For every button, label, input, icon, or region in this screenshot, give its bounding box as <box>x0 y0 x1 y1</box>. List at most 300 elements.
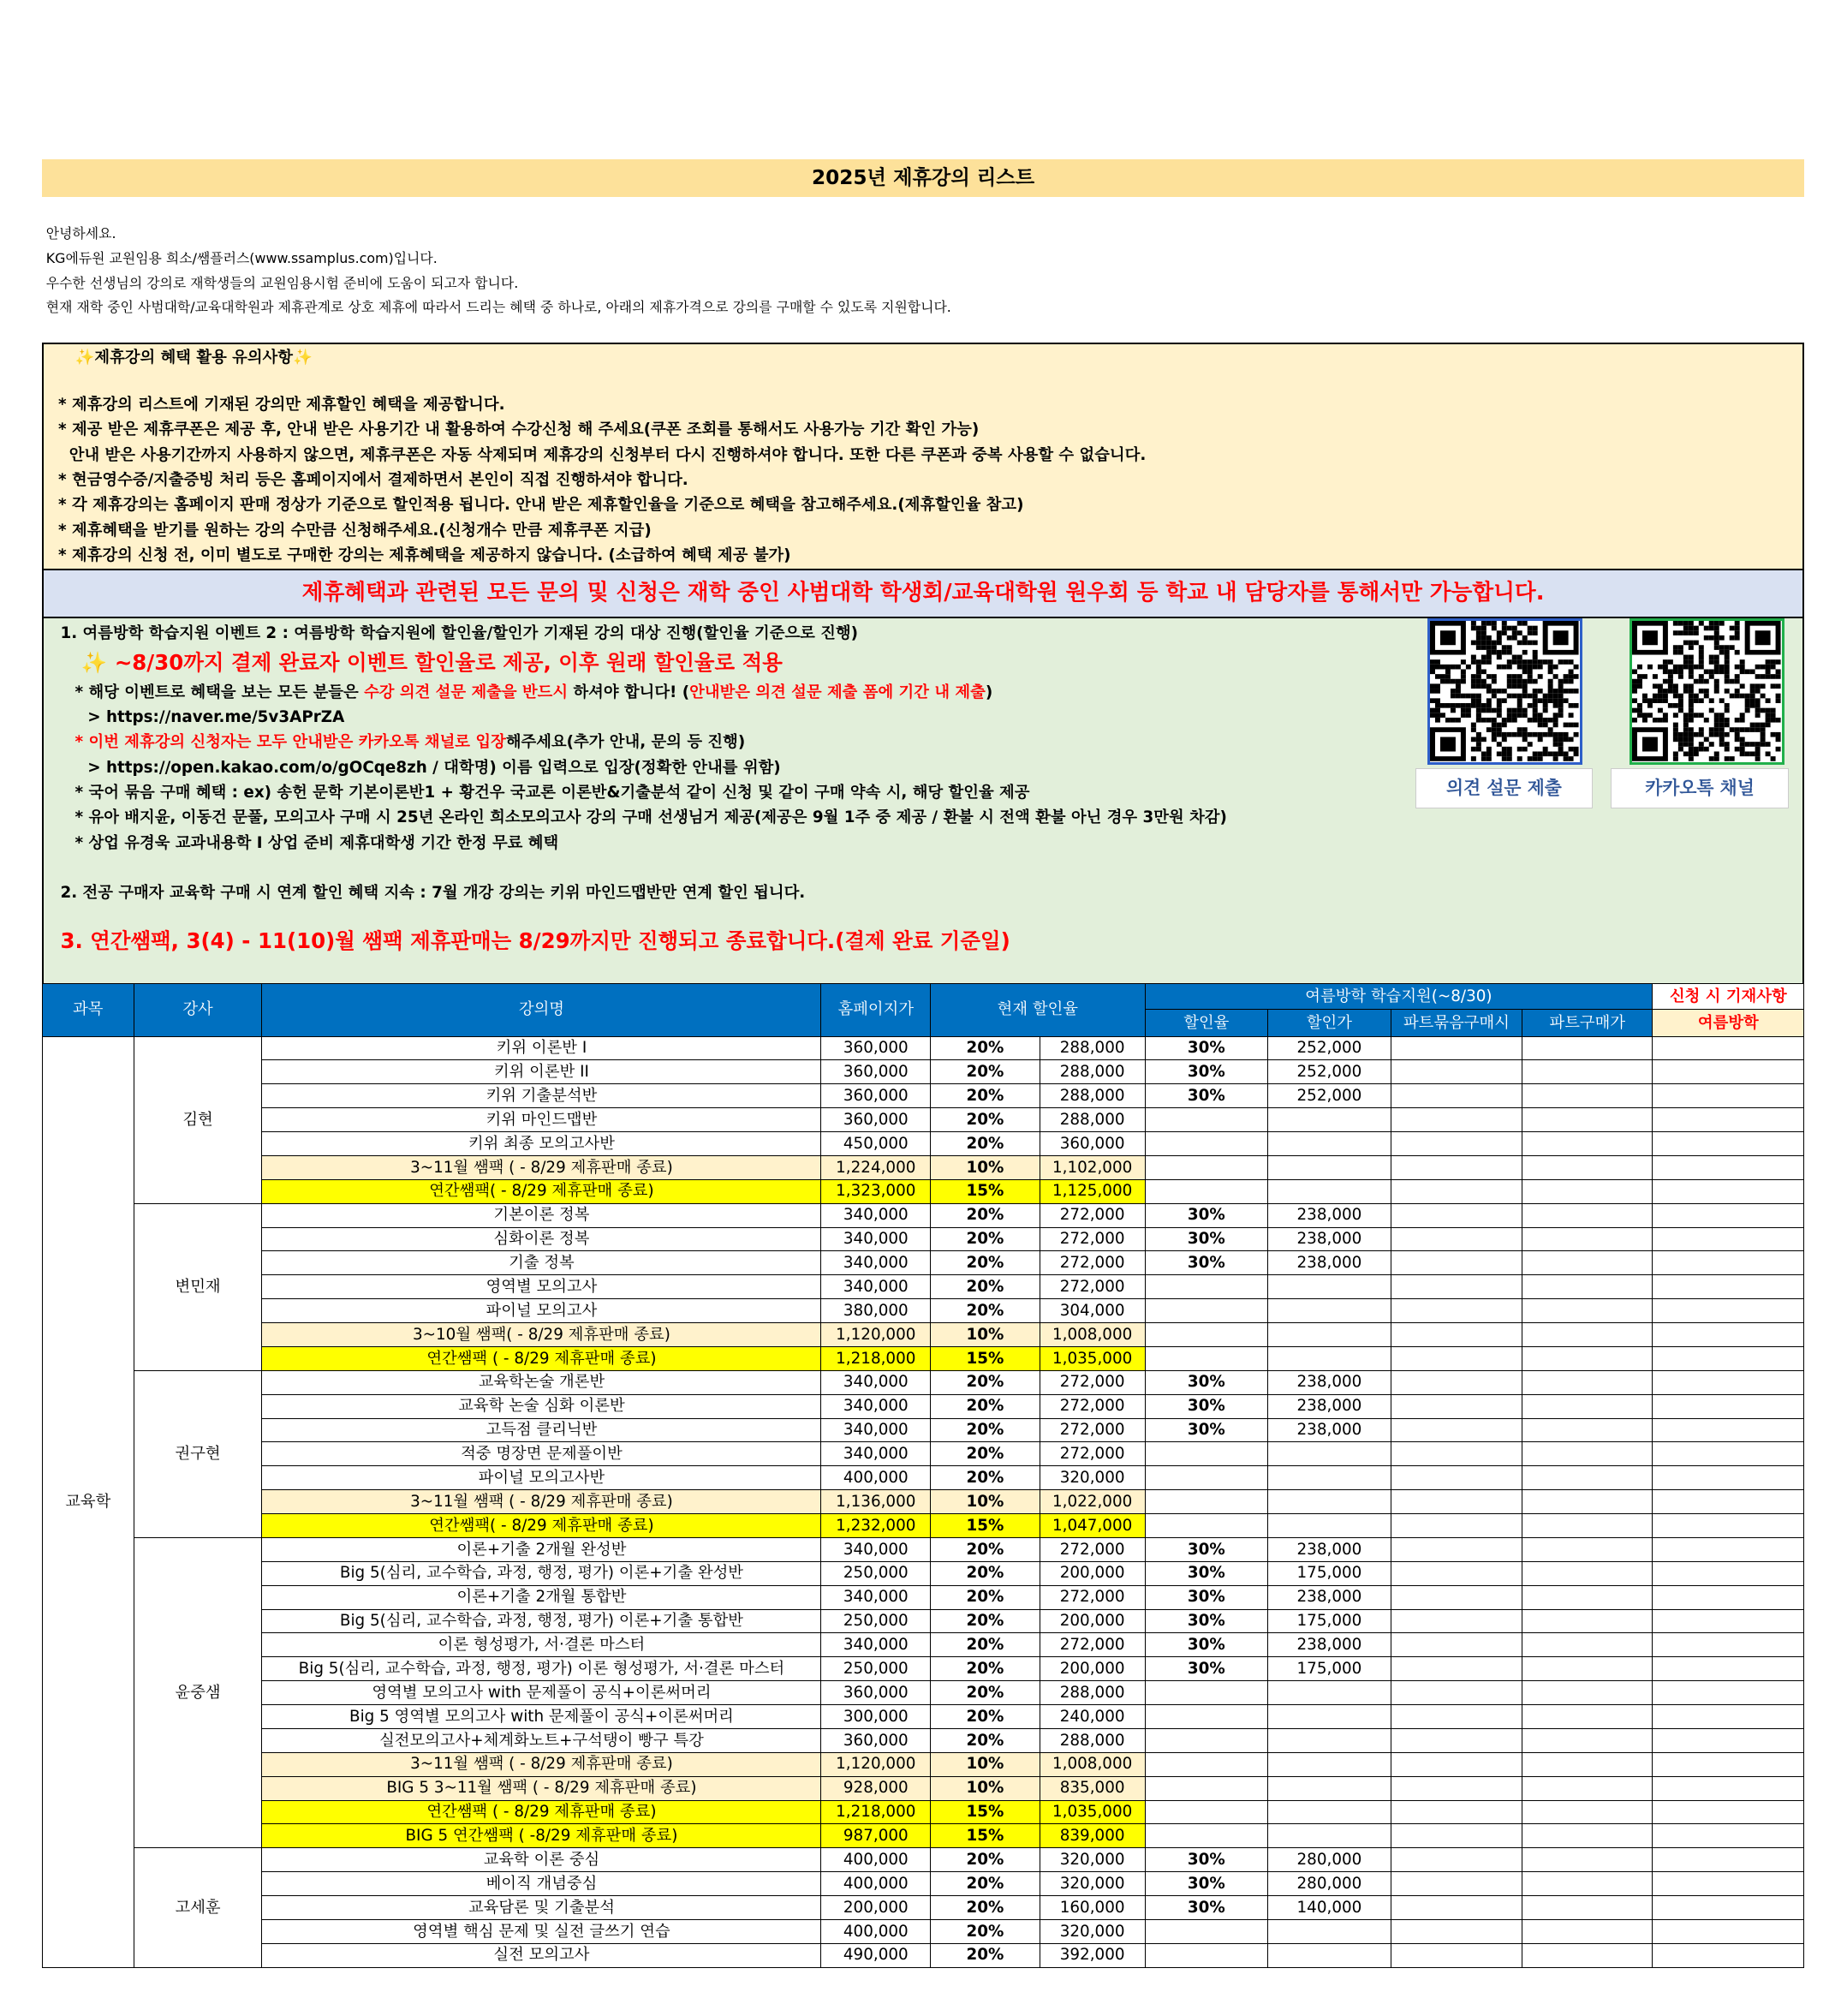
qr-module <box>1719 646 1725 651</box>
qr-module <box>1642 694 1647 699</box>
qr-module <box>1673 713 1678 719</box>
discount-price: 288,000 <box>1040 1681 1145 1705</box>
qr-module <box>1704 626 1709 631</box>
qr-module <box>1471 660 1476 665</box>
qr-module <box>1709 674 1714 679</box>
qr-module <box>1507 752 1512 757</box>
qr-module <box>1714 757 1719 762</box>
qr-module <box>1553 703 1558 708</box>
qr-module <box>1502 621 1507 626</box>
kakao-link[interactable]: > https://open.kakao.com/o/gOCqe8zh / 대학명) 이름 입력으로 입장(정확한 안내를 위함) <box>87 758 781 777</box>
qr-module <box>1637 679 1642 684</box>
survey-qr-label[interactable]: 의견 설문 제출 <box>1415 768 1594 808</box>
qr-module <box>1497 713 1502 719</box>
qr-module <box>1517 703 1522 708</box>
qr-module <box>1663 718 1668 723</box>
qr-module <box>1689 689 1694 694</box>
qr-module <box>1663 713 1668 719</box>
qr-module <box>1435 718 1440 723</box>
qr-module <box>1750 684 1755 689</box>
course-name: 영역별 모의고사 <box>262 1275 821 1299</box>
qr-module <box>1689 660 1694 665</box>
qr-module <box>1689 684 1694 689</box>
qr-module <box>1522 694 1528 699</box>
qr-module <box>1476 747 1481 752</box>
intro-line: KG에듀원 교원임용 희소/쌤플러스(www.ssamplus.com)입니다. <box>45 249 438 266</box>
qr-module <box>1776 718 1781 723</box>
discount-price: 320,000 <box>1040 1872 1145 1896</box>
course-name: BIG 5 연간쌤팩 ( -8/29 제휴판매 종료) <box>262 1824 821 1848</box>
qr-module <box>1689 646 1694 651</box>
course-name: 3~11월 쌤팩 ( - 8/29 제휴판매 종료) <box>262 1490 821 1514</box>
qr-module <box>1528 631 1533 636</box>
qr-module <box>1735 626 1740 631</box>
qr-module <box>1673 723 1678 728</box>
qr-module <box>1553 694 1558 699</box>
qr-module <box>1481 655 1487 660</box>
qr-module <box>1776 737 1781 743</box>
homepage-price: 450,000 <box>821 1132 931 1156</box>
qr-module <box>1569 737 1574 743</box>
discount-rate: 10% <box>931 1155 1040 1179</box>
summer-price: 238,000 <box>1268 1251 1391 1275</box>
table-row <box>42 1132 1803 1156</box>
qr-module <box>1497 743 1502 748</box>
qr-module <box>1673 684 1678 689</box>
summer-price <box>1268 1490 1391 1514</box>
table-row <box>42 1896 1803 1920</box>
notice-heading: ✨제휴강의 혜택 활용 유의사항✨ <box>74 348 313 367</box>
homepage-price: 340,000 <box>821 1537 931 1561</box>
qr-module <box>1735 732 1740 737</box>
qr-module <box>1507 747 1512 752</box>
qr-module <box>1528 757 1533 762</box>
qr-module <box>1725 708 1730 713</box>
discount-rate: 20% <box>931 1394 1040 1418</box>
course-name: 교육학논술 개론반 <box>262 1370 821 1394</box>
event-line-2: 2. 전공 구매자 교육학 구매 시 연계 할인 혜택 지속 : 7월 개강 강의는 키위 마인드맵반만 연계 할인 됩니다. <box>60 884 806 903</box>
qr-module <box>1719 743 1725 748</box>
qr-module <box>1719 728 1725 733</box>
qr-module <box>1538 689 1543 694</box>
discount-rate: 20% <box>931 1466 1040 1490</box>
qr-module <box>1533 694 1538 699</box>
qr-module <box>1668 679 1673 684</box>
qr-module <box>1735 737 1740 743</box>
notice-line: * 제공 받은 제휴쿠폰은 제공 후, 안내 받은 사용기간 내 활용하여 수강신청 해 주세요(쿠폰 조회를 통해서도 사용가능 기간 확인 가능) <box>58 420 980 439</box>
qr-module <box>1435 708 1440 713</box>
qr-module <box>1653 699 1658 704</box>
qr-module <box>1451 703 1456 708</box>
summer-rate: 30% <box>1145 1537 1268 1561</box>
qr-module <box>1553 665 1558 670</box>
part-price-cell <box>1522 1514 1653 1538</box>
discount-price: 360,000 <box>1040 1132 1145 1156</box>
qr-module <box>1553 752 1558 757</box>
qr-module <box>1430 665 1435 670</box>
summer-price: 238,000 <box>1268 1418 1391 1442</box>
summer-price <box>1268 1132 1391 1156</box>
qr-module <box>1528 718 1533 723</box>
qr-module <box>1704 689 1709 694</box>
qr-module <box>1714 728 1719 733</box>
qr-module <box>1694 699 1699 704</box>
part-bundle-cell <box>1391 1776 1522 1800</box>
qr-module <box>1492 626 1497 631</box>
qr-module <box>1558 703 1564 708</box>
part-bundle-cell <box>1391 1084 1522 1108</box>
qr-module <box>1678 674 1683 679</box>
qr-module <box>1507 650 1512 655</box>
qr-module <box>1689 737 1694 743</box>
qr-module <box>1699 743 1704 748</box>
table-row <box>42 1251 1803 1275</box>
qr-module <box>1653 684 1658 689</box>
summer-apply-cell <box>1653 1776 1804 1800</box>
homepage-price: 400,000 <box>821 1848 931 1872</box>
survey-qr-code[interactable] <box>1427 618 1582 765</box>
discount-rate: 20% <box>931 1442 1040 1466</box>
qr-module <box>1456 694 1461 699</box>
qr-module <box>1730 646 1735 651</box>
qr-module <box>1461 674 1466 679</box>
qr-module <box>1704 635 1709 641</box>
homepage-price: 1,120,000 <box>821 1752 931 1776</box>
qr-module <box>1522 689 1528 694</box>
qr-module <box>1517 757 1522 762</box>
qr-module <box>1668 670 1673 675</box>
qr-module <box>1647 713 1653 719</box>
table-row <box>42 1346 1803 1370</box>
qr-module <box>1637 713 1642 719</box>
notice-line: * 각 제휴강의는 홈페이지 판매 정상가 기준으로 할인적용 됩니다. 안내 받은 제휴할인율을 기준으로 혜택을 참고해주세요.(제휴할인율 참고) <box>58 496 1024 515</box>
qr-module <box>1512 694 1517 699</box>
qr-module <box>1435 689 1440 694</box>
part-price-cell <box>1522 1275 1653 1299</box>
qr-module <box>1750 752 1755 757</box>
qr-module <box>1730 694 1735 699</box>
qr-module <box>1637 703 1642 708</box>
summer-apply-cell <box>1653 1896 1804 1920</box>
discount-rate: 20% <box>931 1943 1040 1967</box>
summer-price <box>1268 1776 1391 1800</box>
qr-module <box>1714 723 1719 728</box>
qr-module <box>1558 713 1564 719</box>
qr-module <box>1719 737 1725 743</box>
summer-rate <box>1145 1514 1268 1538</box>
qr-module <box>1761 723 1766 728</box>
summer-rate: 30% <box>1145 1418 1268 1442</box>
qr-module <box>1507 708 1512 713</box>
part-bundle-cell <box>1391 1036 1522 1060</box>
event-line: * 상업 유경욱 교과내용학 Ⅰ 상업 준비 제휴대학생 기간 한정 무료 혜택 <box>74 833 559 852</box>
qr-module <box>1699 713 1704 719</box>
qr-module <box>1528 660 1533 665</box>
qr-module <box>1699 646 1704 651</box>
discount-price: 320,000 <box>1040 1466 1145 1490</box>
qr-module <box>1637 708 1642 713</box>
qr-module <box>1709 635 1714 641</box>
qr-module <box>1533 732 1538 737</box>
qr-module <box>1564 689 1569 694</box>
discount-price: 272,000 <box>1040 1275 1145 1299</box>
summer-price <box>1268 1323 1391 1347</box>
table-row <box>42 1442 1803 1466</box>
part-bundle-cell <box>1391 1418 1522 1442</box>
homepage-price: 987,000 <box>821 1824 931 1848</box>
discount-rate: 15% <box>931 1179 1040 1203</box>
part-bundle-cell <box>1391 1155 1522 1179</box>
qr-module <box>1533 655 1538 660</box>
qr-module <box>1558 708 1564 713</box>
qr-module <box>1564 752 1569 757</box>
summer-price: 252,000 <box>1268 1084 1391 1108</box>
table-row <box>42 1776 1803 1800</box>
homepage-price: 340,000 <box>821 1442 931 1466</box>
course-name: 실전 모의고사 <box>262 1943 821 1967</box>
qr-module <box>1548 752 1553 757</box>
qr-module <box>1492 694 1497 699</box>
discount-rate: 20% <box>931 1681 1040 1705</box>
qr-module <box>1755 752 1761 757</box>
discount-price: 1,047,000 <box>1040 1514 1145 1538</box>
qr-module <box>1678 708 1683 713</box>
qr-module <box>1497 635 1502 641</box>
qr-module <box>1492 708 1497 713</box>
qr-module <box>1725 660 1730 665</box>
qr-module <box>1725 723 1730 728</box>
qr-module <box>1507 665 1512 670</box>
summer-apply-cell <box>1653 1537 1804 1561</box>
qr-module <box>1558 752 1564 757</box>
discount-rate: 20% <box>931 1227 1040 1251</box>
qr-module <box>1569 747 1574 752</box>
page-title: 2025년 제휴강의 리스트 <box>42 159 1804 197</box>
qr-module <box>1492 621 1497 626</box>
qr-module <box>1461 708 1466 713</box>
qr-module <box>1755 747 1761 752</box>
qr-module <box>1440 679 1445 684</box>
qr-module <box>1507 635 1512 641</box>
qr-module <box>1709 728 1714 733</box>
qr-module <box>1714 655 1719 660</box>
qr-module <box>1502 718 1507 723</box>
qr-module <box>1543 718 1548 723</box>
course-name: 심화이론 정복 <box>262 1227 821 1251</box>
qr-module <box>1538 752 1543 757</box>
qr-module <box>1533 641 1538 646</box>
table-row <box>42 1418 1803 1442</box>
summer-apply-cell <box>1653 1418 1804 1442</box>
qr-module <box>1476 684 1481 689</box>
summer-price <box>1268 1752 1391 1776</box>
part-price-cell <box>1522 1203 1653 1227</box>
survey-link[interactable]: > https://naver.me/5v3APrZA <box>87 708 345 727</box>
qr-module <box>1658 684 1663 689</box>
homepage-price: 400,000 <box>821 1919 931 1943</box>
qr-module <box>1533 752 1538 757</box>
discount-price: 272,000 <box>1040 1585 1145 1609</box>
homepage-price: 360,000 <box>821 1084 931 1108</box>
summer-apply-cell <box>1653 1275 1804 1299</box>
qr-module <box>1512 660 1517 665</box>
homepage-price: 360,000 <box>821 1108 931 1132</box>
notice-line: 안내 받은 사용기간까지 사용하지 않으면, 제휴쿠폰은 자동 삭제되며 제휴강의 신청부터 다시 진행하셔야 합니다. 또한 다른 쿠폰과 중복 사용할 수 없습니다. <box>58 445 1147 464</box>
qr-module <box>1553 713 1558 719</box>
homepage-price: 250,000 <box>821 1609 931 1633</box>
qr-module <box>1564 660 1569 665</box>
summer-rate <box>1145 1108 1268 1132</box>
summer-price: 175,000 <box>1268 1561 1391 1585</box>
qr-module <box>1430 684 1435 689</box>
part-bundle-cell <box>1391 1108 1522 1132</box>
qr-module <box>1683 631 1689 636</box>
col-current-discount: 현재 할인율 <box>931 983 1145 1036</box>
qr-module <box>1543 694 1548 699</box>
summer-rate: 30% <box>1145 1585 1268 1609</box>
discount-price: 1,102,000 <box>1040 1155 1145 1179</box>
summer-apply-cell <box>1653 1370 1804 1394</box>
qr-module <box>1632 689 1637 694</box>
qr-module <box>1548 689 1553 694</box>
summer-apply-cell <box>1653 1752 1804 1776</box>
summer-rate: 30% <box>1145 1370 1268 1394</box>
qr-module <box>1471 728 1476 733</box>
qr-module <box>1471 737 1476 743</box>
part-price-cell <box>1522 1323 1653 1347</box>
qr-module <box>1456 684 1461 689</box>
course-name: 키위 기출분석반 <box>262 1084 821 1108</box>
kakao-qr-label[interactable]: 카카오톡 채널 <box>1611 768 1789 808</box>
qr-module <box>1735 689 1740 694</box>
qr-module <box>1553 737 1558 743</box>
qr-module <box>1497 689 1502 694</box>
homepage-price: 340,000 <box>821 1275 931 1299</box>
qr-module <box>1745 728 1750 733</box>
summer-apply-cell <box>1653 1466 1804 1490</box>
qr-module <box>1678 665 1683 670</box>
notice-line: * 제휴강의 리스트에 기재된 강의만 제휴할인 혜택을 제공합니다. <box>58 395 505 414</box>
qr-module <box>1512 655 1517 660</box>
qr-module <box>1699 732 1704 737</box>
table-row <box>42 1752 1803 1776</box>
course-name: 키위 마인드맵반 <box>262 1108 821 1132</box>
part-price-cell <box>1522 1108 1653 1132</box>
part-bundle-cell <box>1391 1179 1522 1203</box>
qr-module <box>1699 728 1704 733</box>
col-subject: 과목 <box>42 983 134 1036</box>
discount-rate: 20% <box>931 1657 1040 1681</box>
event-line-1: 1. 여름방학 학습지원 이벤트 2 : 여름방학 학습지원에 할인율/할인가 기재된 강의 대상 진행(할인율 기준으로 진행) <box>60 624 859 643</box>
qr-module <box>1725 674 1730 679</box>
qr-module <box>1466 665 1471 670</box>
summer-rate <box>1145 1824 1268 1848</box>
qr-module <box>1517 679 1522 684</box>
qr-module <box>1497 708 1502 713</box>
qr-module <box>1451 708 1456 713</box>
summer-apply-cell <box>1653 1633 1804 1657</box>
qr-module <box>1517 641 1522 646</box>
qr-module <box>1481 684 1487 689</box>
qr-module <box>1771 708 1776 713</box>
qr-module <box>1740 670 1745 675</box>
qr-module <box>1466 694 1471 699</box>
summer-apply-cell <box>1653 1227 1804 1251</box>
qr-module <box>1683 752 1689 757</box>
table-row <box>42 1657 1803 1681</box>
qr-module <box>1683 665 1689 670</box>
qr-module <box>1663 689 1668 694</box>
qr-module <box>1714 670 1719 675</box>
course-name: 실전모의고사+체계화노트+구석탱이 빵구 특강 <box>262 1728 821 1752</box>
summer-apply-cell <box>1653 1681 1804 1705</box>
qr-module <box>1538 718 1543 723</box>
part-price-cell <box>1522 1394 1653 1418</box>
qr-module <box>1487 660 1492 665</box>
qr-module <box>1543 723 1548 728</box>
summer-rate <box>1145 1299 1268 1323</box>
course-name: 이론+기출 2개월 통합반 <box>262 1585 821 1609</box>
qr-module <box>1507 646 1512 651</box>
discount-rate: 20% <box>931 1537 1040 1561</box>
qr-module <box>1730 679 1735 684</box>
summer-rate <box>1145 1490 1268 1514</box>
table-row <box>42 1227 1803 1251</box>
part-bundle-cell <box>1391 1227 1522 1251</box>
qr-module <box>1502 757 1507 762</box>
qr-module <box>1761 665 1766 670</box>
kakao-qr-code[interactable] <box>1630 618 1784 765</box>
discount-price: 200,000 <box>1040 1609 1145 1633</box>
qr-module <box>1522 684 1528 689</box>
qr-module <box>1673 694 1678 699</box>
discount-price: 1,035,000 <box>1040 1800 1145 1824</box>
col-price: 할인가 <box>1268 1010 1391 1037</box>
summer-rate <box>1145 1705 1268 1729</box>
qr-module <box>1461 660 1466 665</box>
summer-apply-cell <box>1653 1943 1804 1967</box>
qr-module <box>1517 708 1522 713</box>
qr-module <box>1487 621 1492 626</box>
summer-apply-cell <box>1653 1299 1804 1323</box>
qr-module <box>1740 694 1745 699</box>
qr-module <box>1683 732 1689 737</box>
qr-module <box>1771 665 1776 670</box>
qr-module <box>1678 621 1683 626</box>
qr-module <box>1714 641 1719 646</box>
table-row <box>42 1609 1803 1633</box>
part-price-cell <box>1522 1084 1653 1108</box>
part-price-cell <box>1522 1537 1653 1561</box>
summer-apply-cell <box>1653 1919 1804 1943</box>
qr-module <box>1487 718 1492 723</box>
qr-module <box>1528 670 1533 675</box>
qr-module <box>1487 708 1492 713</box>
homepage-price: 340,000 <box>821 1251 931 1275</box>
qr-module <box>1522 641 1528 646</box>
qr-module <box>1574 723 1579 728</box>
qr-module <box>1755 743 1761 748</box>
qr-module <box>1502 732 1507 737</box>
event-line: * 유아 배지윤, 이동건 문풀, 모의고사 구매 시 25년 온라인 희소모의고사 강의 구매 선생님거 제공(제공은 9월 1주 중 제공 / 환불 시 전액 환불 아닌 경우 3만원 차감) <box>74 808 1227 827</box>
summer-apply-cell <box>1653 1442 1804 1466</box>
qr-module <box>1569 679 1574 684</box>
qr-module <box>1735 679 1740 684</box>
homepage-price: 250,000 <box>821 1657 931 1681</box>
qr-module <box>1689 708 1694 713</box>
qr-module <box>1673 752 1678 757</box>
qr-module <box>1461 670 1466 675</box>
